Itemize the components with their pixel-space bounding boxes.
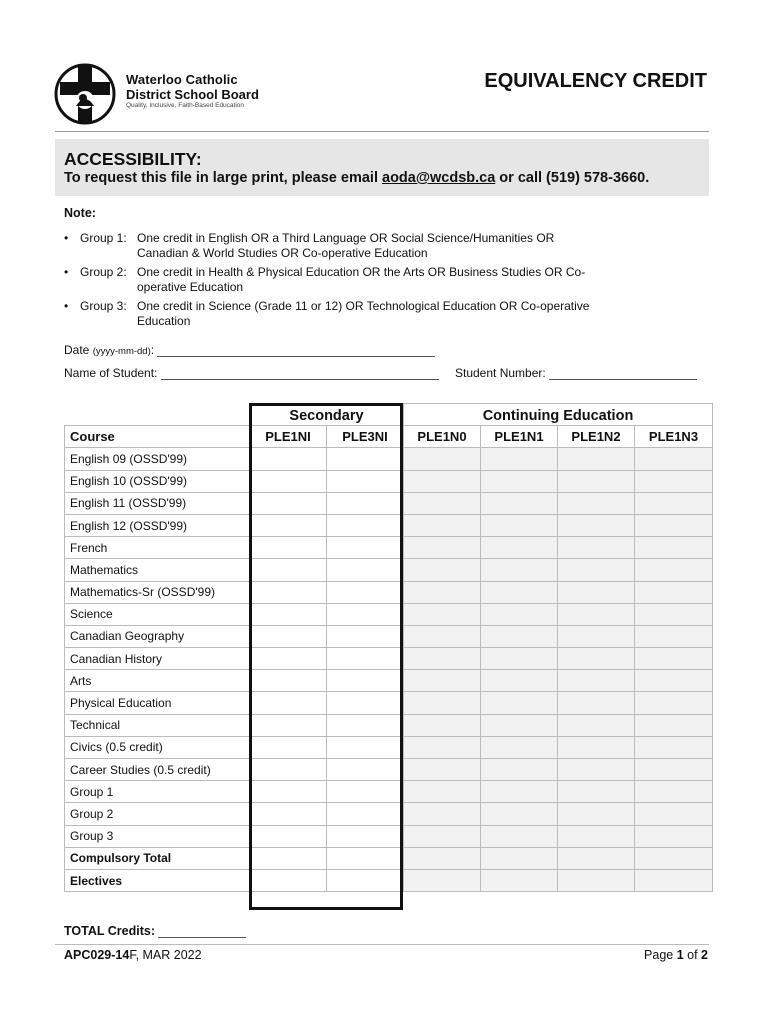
document-title: EQUIVALENCY CREDIT [484,70,707,92]
credit-entry-cell[interactable] [558,869,635,891]
credit-entry-cell[interactable] [404,847,481,869]
credit-entry-cell[interactable] [558,670,635,692]
credit-entry-cell[interactable] [250,803,327,825]
credit-entry-cell[interactable] [404,759,481,781]
bullet-icon: • [64,231,69,245]
credit-entry-cell[interactable] [558,714,635,736]
org-name-line1: Waterloo Catholic [126,72,238,87]
continuing-education-header: Continuing Education [404,404,713,426]
credit-entry-cell[interactable] [635,714,713,736]
credit-entry-cell[interactable] [481,803,558,825]
credit-entry-cell[interactable] [481,825,558,847]
credit-entry-cell[interactable] [635,825,713,847]
logo-cross-icon [54,62,116,126]
credit-entry-cell[interactable] [327,759,404,781]
credit-entry-cell[interactable] [558,537,635,559]
table-row [65,759,713,781]
school-board-logo [54,62,274,126]
credit-entry-cell[interactable] [635,670,713,692]
credit-entry-cell[interactable] [558,825,635,847]
total-credits-field [64,924,246,938]
table-row [65,847,713,869]
course-name: Electives [65,869,250,891]
column-header: PLE1N3 [635,426,713,448]
student-name-field [64,366,439,380]
credit-entry-cell[interactable] [250,625,327,647]
credit-entry-cell[interactable] [635,781,713,803]
org-tagline: Quality, Inclusive, Faith-Based Education [126,102,245,109]
credit-entry-cell[interactable] [635,803,713,825]
course-name: English 10 (OSSD'99) [65,470,250,492]
credit-entry-cell[interactable] [250,847,327,869]
credit-entry-cell[interactable] [327,847,404,869]
course-name: Science [65,603,250,625]
column-header: PLE1N2 [558,426,635,448]
date-format-hint: (yyyy-mm-dd) [92,346,151,357]
credits-table [64,403,712,892]
credit-entry-cell[interactable] [481,448,558,470]
form-code-id: APC029-14 [64,948,130,962]
credit-entry-cell[interactable] [250,869,327,891]
credit-entry-cell[interactable] [635,514,713,536]
credit-entry-cell[interactable] [558,781,635,803]
course-name: Physical Education [65,692,250,714]
credit-entry-cell[interactable] [327,825,404,847]
credit-entry-cell[interactable] [481,559,558,581]
table-row [65,559,713,581]
student-name-label: Name of Student: [64,366,158,380]
note-text: One credit in Science (Grade 11 or 12) OR Technological Education OR Co-operative Education [137,299,590,328]
total-credits-input-line[interactable] [158,926,246,938]
credit-entry-cell[interactable] [327,492,404,514]
credit-entry-cell[interactable] [327,448,404,470]
credit-entry-cell[interactable] [404,514,481,536]
credit-entry-cell[interactable] [635,847,713,869]
credit-entry-cell[interactable] [404,603,481,625]
credit-entry-cell[interactable] [481,847,558,869]
secondary-header: Secondary [250,404,404,426]
form-code-date: F, MAR 2022 [129,948,202,962]
credit-entry-cell[interactable] [481,492,558,514]
credit-entry-cell[interactable] [635,581,713,603]
table-row [65,625,713,647]
credit-entry-cell[interactable] [404,736,481,758]
credit-entry-cell[interactable] [558,492,635,514]
credit-entry-cell[interactable] [481,581,558,603]
course-name: Group 2 [65,803,250,825]
column-header: PLE1N0 [404,426,481,448]
credit-entry-cell[interactable] [481,648,558,670]
credit-entry-cell[interactable] [404,869,481,891]
page-number [644,948,708,962]
credit-entry-cell[interactable] [558,448,635,470]
table-row [65,714,713,736]
accessibility-text-before: To request this file in large print, please email [64,170,383,186]
credit-entry-cell[interactable] [404,692,481,714]
credit-entry-cell[interactable] [558,736,635,758]
credit-entry-cell[interactable] [327,537,404,559]
accessibility-banner [55,139,709,196]
credit-entry-cell[interactable] [250,581,327,603]
course-name: English 12 (OSSD'99) [65,514,250,536]
note-text: One credit in Health & Physical Education OR the Arts OR Business Studies OR Co-operative Education [137,265,586,294]
credit-entry-cell[interactable] [327,692,404,714]
course-name: Technical [65,714,250,736]
accessibility-text-after: or call (519) 578-3660. [495,170,650,186]
credit-entry-cell[interactable] [404,492,481,514]
date-label: Date [64,343,90,357]
page-of: of [683,948,702,962]
credit-entry-cell[interactable] [404,648,481,670]
credit-entry-cell[interactable] [250,825,327,847]
page-prefix: Page [644,948,677,962]
credit-entry-cell[interactable] [404,537,481,559]
course-name: Arts [65,670,250,692]
course-name: Group 1 [65,781,250,803]
student-number-input-line[interactable] [549,368,697,380]
credit-entry-cell[interactable] [558,648,635,670]
note-group: Group 3: [80,299,127,313]
form-code [64,948,202,962]
credit-entry-cell[interactable] [635,736,713,758]
header-divider [55,131,709,132]
credit-entry-cell[interactable] [481,759,558,781]
student-number-field [455,366,697,380]
credit-entry-cell[interactable] [558,625,635,647]
student-name-input-line[interactable] [161,368,439,380]
credit-entry-cell[interactable] [327,603,404,625]
date-field: Date (yyyy-mm-dd): [64,343,435,357]
table-row [65,670,713,692]
accessibility-title: ACCESSIBILITY: [64,149,202,169]
group-header-row [65,404,713,426]
credit-entry-cell[interactable] [481,603,558,625]
credit-entry-cell[interactable] [250,603,327,625]
credit-entry-cell[interactable] [404,714,481,736]
credit-entry-cell[interactable] [327,648,404,670]
table-row [65,581,713,603]
credit-entry-cell[interactable] [635,559,713,581]
footer-divider [55,944,709,945]
credit-entry-cell[interactable] [250,559,327,581]
column-header: PLE1NI [250,426,327,448]
table-row [65,803,713,825]
credit-entry-cell[interactable] [327,869,404,891]
course-name: Mathematics-Sr (OSSD'99) [65,581,250,603]
credit-entry-cell[interactable] [327,514,404,536]
credit-entry-cell[interactable] [250,537,327,559]
credit-entry-cell[interactable] [404,670,481,692]
note-group: Group 1: [80,231,127,245]
column-header: PLE1N1 [481,426,558,448]
course-name: English 09 (OSSD'99) [65,448,250,470]
credit-entry-cell[interactable] [327,559,404,581]
credit-entry-cell[interactable] [250,470,327,492]
credit-entry-cell[interactable] [327,581,404,603]
table-row [65,514,713,536]
credit-entry-cell[interactable] [635,448,713,470]
credit-entry-cell[interactable] [481,514,558,536]
course-name: Group 3 [65,825,250,847]
accessibility-email-link[interactable]: aoda@wcdsb.ca [382,170,496,186]
credit-entry-cell[interactable] [404,803,481,825]
credit-entry-cell[interactable] [404,470,481,492]
credit-entry-cell[interactable] [558,470,635,492]
credit-entry-cell[interactable] [250,759,327,781]
credit-entry-cell[interactable] [635,603,713,625]
date-input-line[interactable] [157,345,435,357]
table-row [65,869,713,891]
table-row [65,692,713,714]
credit-entry-cell[interactable] [250,714,327,736]
student-number-label: Student Number: [455,366,546,380]
course-name: French [65,537,250,559]
credit-entry-cell[interactable] [481,470,558,492]
credit-entry-cell[interactable] [635,759,713,781]
credit-entry-cell[interactable] [481,625,558,647]
course-name: Canadian History [65,648,250,670]
credit-entry-cell[interactable] [404,825,481,847]
table-row [65,736,713,758]
credit-entry-cell[interactable] [481,736,558,758]
credit-entry-cell[interactable] [404,581,481,603]
credit-entry-cell[interactable] [558,514,635,536]
credit-entry-cell[interactable] [635,692,713,714]
credit-entry-cell[interactable] [327,625,404,647]
credit-entry-cell[interactable] [250,692,327,714]
course-name: English 11 (OSSD'99) [65,492,250,514]
credit-entry-cell[interactable] [635,470,713,492]
credit-entry-cell[interactable] [558,559,635,581]
course-name: Mathematics [65,559,250,581]
credit-entry-cell[interactable] [250,492,327,514]
credit-entry-cell[interactable] [250,670,327,692]
course-column-header: Course [65,426,250,448]
page-total: 2 [701,948,708,962]
credit-entry-cell[interactable] [481,781,558,803]
credit-entry-cell[interactable] [558,603,635,625]
table-row [65,470,713,492]
credit-entry-cell[interactable] [558,581,635,603]
credit-entry-cell[interactable] [481,537,558,559]
org-name-line2: District School Board [126,87,259,102]
credit-entry-cell[interactable] [558,803,635,825]
table-row [65,448,713,470]
accessibility-text [64,170,649,186]
credit-entry-cell[interactable] [404,559,481,581]
credit-entry-cell[interactable] [481,670,558,692]
credit-entry-cell[interactable] [635,537,713,559]
table-row [65,492,713,514]
credit-entry-cell[interactable] [404,781,481,803]
table-row [65,648,713,670]
credit-entry-cell[interactable] [635,869,713,891]
table-row [65,781,713,803]
bullet-icon: • [64,265,69,279]
credit-entry-cell[interactable] [250,648,327,670]
credit-entry-cell[interactable] [635,492,713,514]
note-group: Group 2: [80,265,127,279]
credit-entry-cell[interactable] [481,869,558,891]
course-name: Canadian Geography [65,625,250,647]
credit-entry-cell[interactable] [250,781,327,803]
course-name: Compulsory Total [65,847,250,869]
column-header-row [65,426,713,448]
credit-entry-cell[interactable] [327,803,404,825]
credit-entry-cell[interactable] [481,692,558,714]
credit-entry-cell[interactable] [327,781,404,803]
bullet-icon: • [64,299,69,313]
credit-entry-cell[interactable] [404,625,481,647]
column-header: PLE3NI [327,426,404,448]
table-row [65,825,713,847]
table-row [65,537,713,559]
credit-entry-cell[interactable] [250,448,327,470]
credit-entry-cell[interactable] [635,648,713,670]
note-text: One credit in English OR a Third Language OR Social Science/Humanities OR Canadian & World Studies OR Co-operative Education [137,231,555,260]
credit-entry-cell[interactable] [558,692,635,714]
total-credits-label: TOTAL Credits: [64,924,155,938]
credit-entry-cell[interactable] [327,670,404,692]
credit-entry-cell[interactable] [327,470,404,492]
credit-entry-cell[interactable] [250,736,327,758]
credit-entry-cell[interactable] [558,847,635,869]
course-name: Civics (0.5 credit) [65,736,250,758]
note-label: Note: [64,206,96,220]
page-current: 1 [676,948,684,962]
credit-entry-cell[interactable] [558,759,635,781]
credit-entry-cell[interactable] [327,714,404,736]
empty-corner-cell [65,404,250,426]
credit-entry-cell[interactable] [250,514,327,536]
credit-entry-cell[interactable] [635,625,713,647]
credit-entry-cell[interactable] [481,714,558,736]
credit-entry-cell[interactable] [404,448,481,470]
course-name: Career Studies (0.5 credit) [65,759,250,781]
credit-entry-cell[interactable] [327,736,404,758]
table-row [65,603,713,625]
